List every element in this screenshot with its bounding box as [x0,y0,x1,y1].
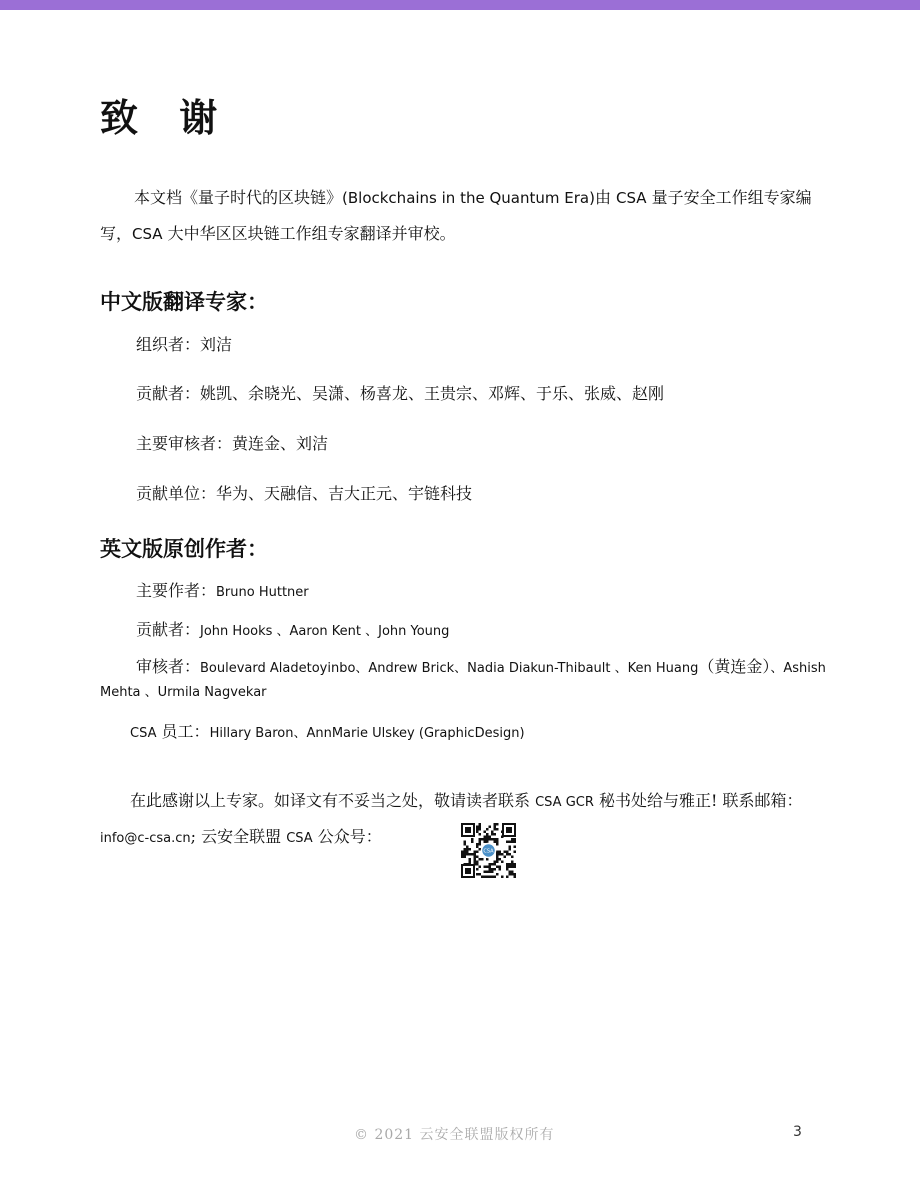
intro-text-3: 由 [594,188,617,207]
english-reviewers-label: 审核者： [136,657,201,676]
intro-text-7: 大中华区区块链工作组专家翻译并审校。 [162,224,456,243]
intro-paragraph [100,180,822,252]
english-contributors-line [136,618,449,644]
intro-english-title: (Blockchains in the Quantum Era) [342,189,595,207]
intro-csa-2: CSA [132,225,163,243]
csa-staff-label-csa: CSA [130,726,157,741]
main-author-name: Bruno Huttner [216,585,309,600]
page-title: 致 谢 [100,96,232,140]
english-contributors-label: 贡献者： [136,620,201,639]
page-number: 3 [793,1124,802,1140]
chinese-translators-heading: 中文版翻译专家： [100,290,268,314]
csa-staff-line [130,720,525,746]
thanks-text-3: 秘书处给与雅正! 联系邮箱： [593,791,803,810]
thanks-text-4: ; 云安全联盟 [190,827,287,846]
main-author-label: 主要作者： [136,581,217,600]
english-reviewers-names-c: 、Ashish Mehta 、Urmila Nagvekar [100,661,826,700]
csa-staff-names: Hillary Baron、AnnMarie Ulskey (GraphicDesign) [209,726,525,741]
thanks-csa-gcr: CSA GCR [535,795,594,810]
contributing-units-line: 贡献单位：华为、天融信、吉大正元、宇链科技 [136,484,473,503]
intro-csa-1: CSA [616,189,647,207]
english-reviewers-line [100,656,830,704]
qr-logo-text: CSA [483,848,494,855]
intro-text-5: 量子安全工作组专家编写， [100,188,812,243]
wechat-qr-code [460,822,517,879]
thanks-csa: CSA [286,831,313,846]
qr-code-icon [460,822,517,879]
intro-text-1: 本文档《量子时代的区块链》 [134,188,343,207]
thanks-text-6: 公众号： [312,827,382,846]
main-author-line [136,579,309,605]
english-reviewers-names-b: （黄连金） [698,657,771,676]
english-authors-heading: 英文版原创作者： [100,537,268,561]
footer-copyright: © 2021 云安全联盟版权所有 [354,1127,555,1143]
organizer-line: 组织者：刘洁 [136,335,233,354]
csa-staff-label: 员工： [156,722,210,741]
top-accent-bar [0,0,920,10]
english-contributors-names: John Hooks 、Aaron Kent 、John Young [200,624,450,639]
main-reviewers-line: 主要审核者：黄连金、刘洁 [136,434,329,453]
contributors-line: 贡献者：姚凯、余晓光、吴潇、杨喜龙、王贵宗、邓辉、于乐、张威、赵刚 [136,384,665,403]
thanks-text-1: 在此感谢以上专家。如译文有不妥当之处，敬请读者联系 [130,791,536,810]
english-reviewers-names-a: Boulevard Aladetoyinbo、Andrew Brick、Nadia Diakun-Thibault 、Ken Huang [200,661,699,676]
contact-email[interactable]: info@c-csa.cn [100,831,191,846]
